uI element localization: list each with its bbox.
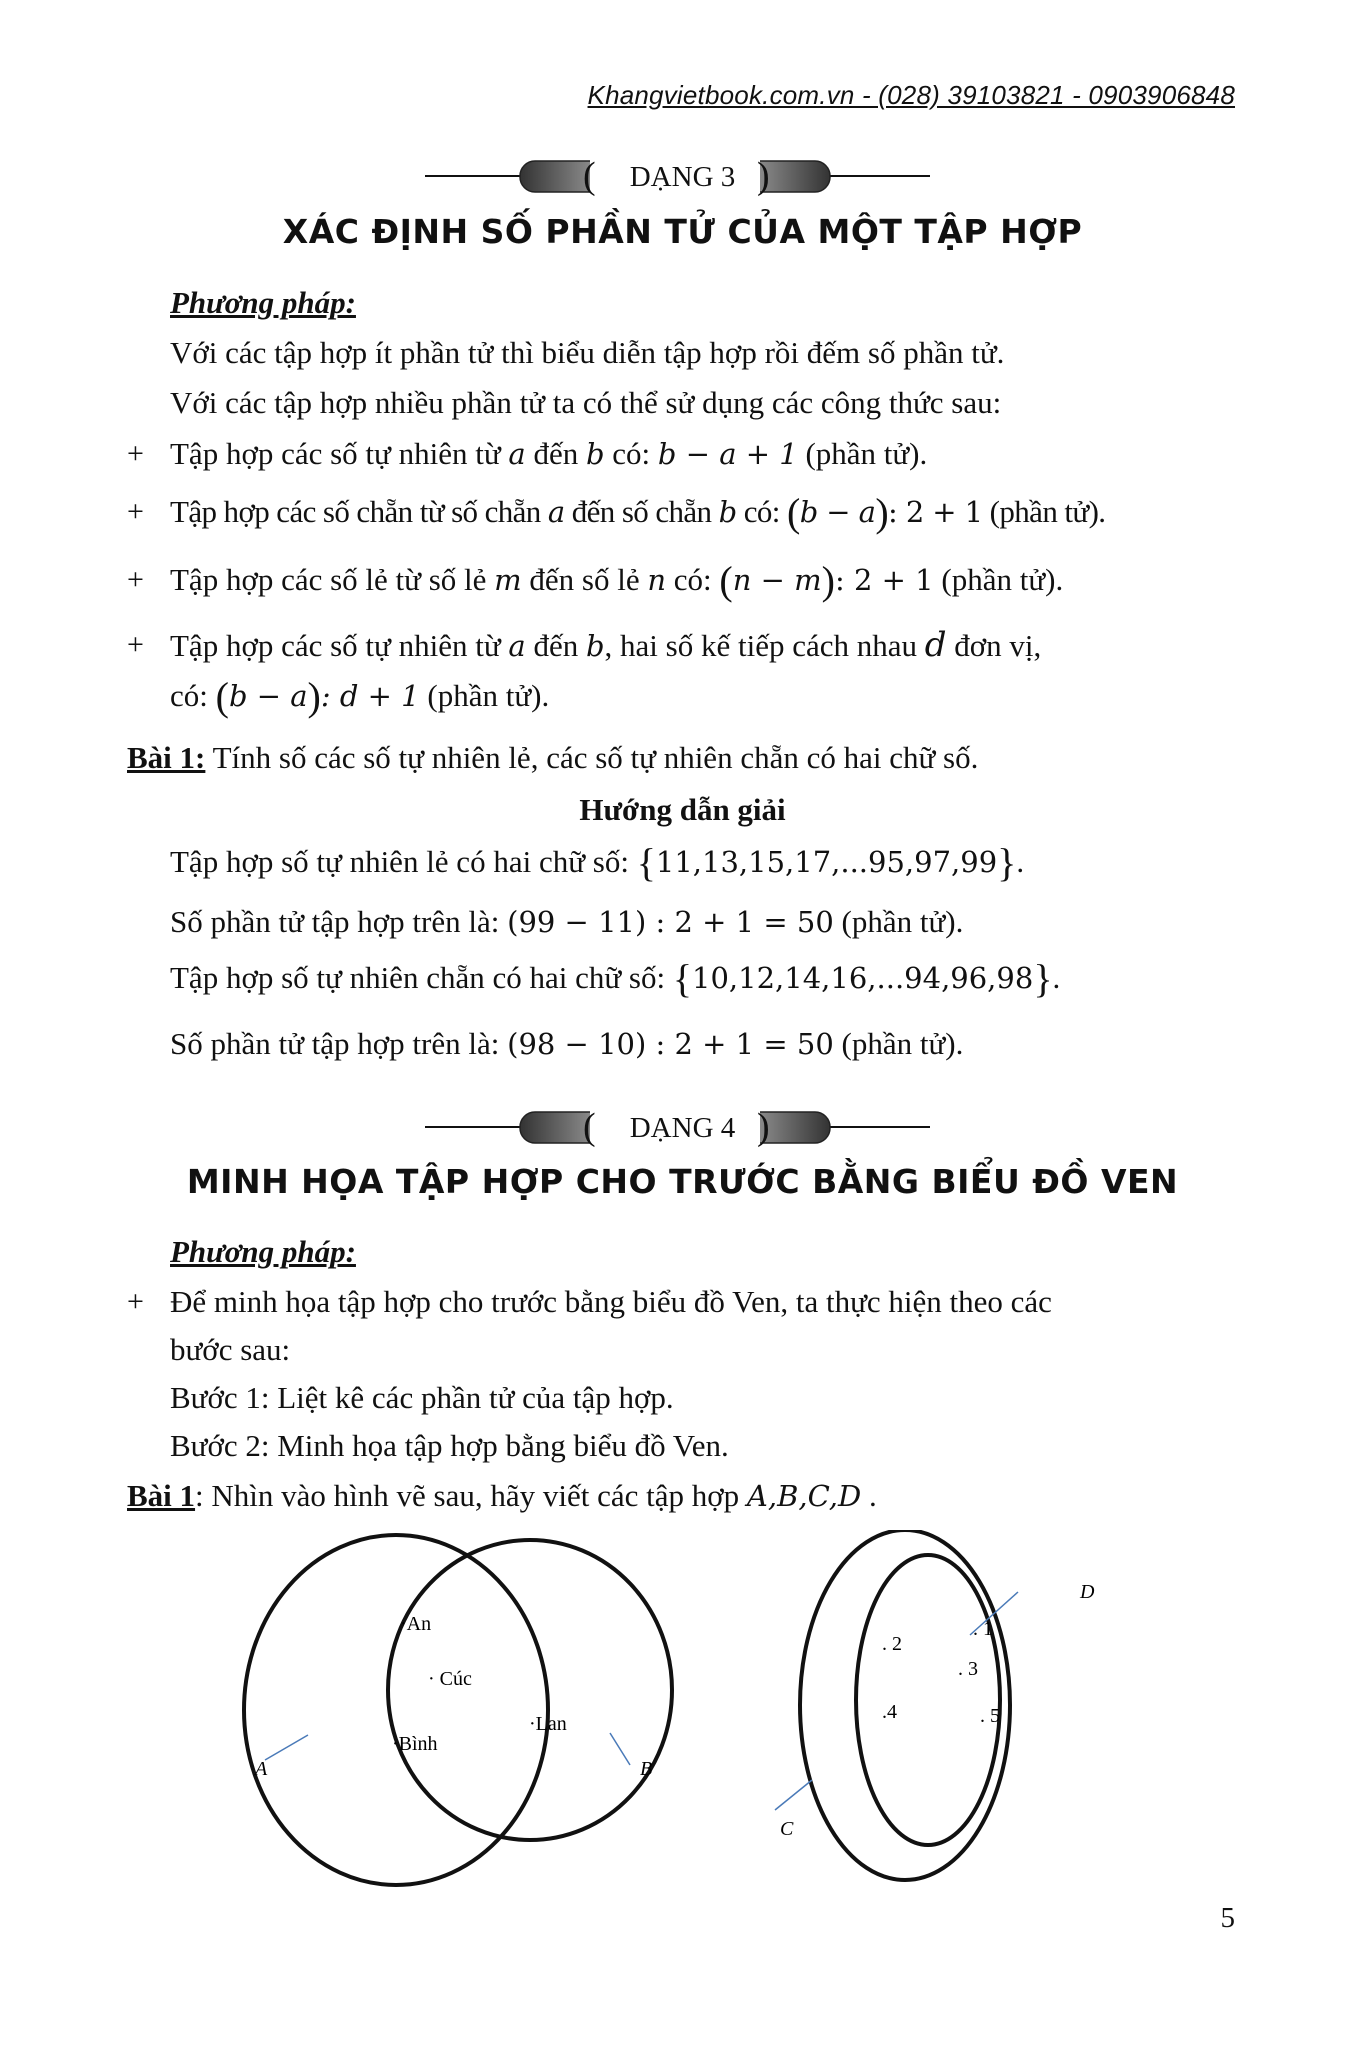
venn-element: . 1 (973, 1618, 993, 1640)
method-line-2: bước sau: (170, 1332, 291, 1367)
paragraph-1: Với các tập hợp ít phần tử thì biểu diễn tập hợp rồi đếm số phần tử. (170, 335, 1005, 370)
formula-line-4b: có: (b − a): d + 1 (phần tử). (170, 674, 550, 719)
svg-text:(: ( (583, 157, 596, 197)
bullet-plus: + (127, 628, 144, 661)
svg-text:): ) (757, 157, 770, 197)
venn-label: B (640, 1758, 653, 1780)
svg-text:(: ( (583, 1108, 596, 1148)
solution-line-3: Tập hợp số tự nhiên chẵn có hai chữ số: {10,12,14,16,...94,96,98}. (170, 956, 1061, 1001)
exercise-1-venn: Bài 1: Nhìn vào hình vẽ sau, hãy viết các tập hợp A,B,C,D . (127, 1478, 877, 1513)
venn-label: C (780, 1818, 794, 1840)
bullet-plus: + (127, 437, 144, 470)
exercise-1: Bài 1: Tính số các số tự nhiên lẻ, các số tự nhiên chẵn có hai chữ số. (127, 740, 979, 775)
formula-line-1: Tập hợp các số tự nhiên từ a đến b có: b − a + 1 (phần tử). (170, 436, 928, 471)
section-label-4: DẠNG 4 (629, 1112, 736, 1144)
venn-element: .4 (882, 1701, 897, 1723)
step-2: Bước 2: Minh họa tập hợp bằng biểu đồ Ven. (170, 1428, 729, 1463)
venn-element: . 5 (980, 1705, 1000, 1727)
method-heading-3: Phương pháp: (170, 285, 356, 320)
set-d-ellipse (856, 1555, 1000, 1845)
venn-diagram-2 (770, 1530, 1110, 1890)
method-heading-4: Phương pháp: (170, 1234, 356, 1269)
venn-element: ·An (400, 1613, 432, 1635)
venn-label: A (255, 1758, 268, 1780)
method-line-1: Để minh họa tập hợp cho trước bằng biểu đồ Ven, ta thực hiện theo các (170, 1284, 1052, 1319)
paragraph-2: Với các tập hợp nhiều phần tử ta có thể sử dụng các công thức sau: (170, 385, 1002, 420)
venn-element: . 3 (958, 1658, 978, 1680)
section-title-4: MINH HỌA TẬP HỢP CHO TRƯỚC BẰNG BIỂU ĐỒ VEN (186, 1162, 1179, 1201)
venn-element: · Cúc (428, 1668, 472, 1690)
bullet-plus: + (127, 563, 144, 596)
venn-element: ·Lan (529, 1713, 567, 1735)
solution-line-1: Tập hợp số tự nhiên lẻ có hai chữ số: {11,13,15,17,...95,97,99}. (170, 840, 1025, 885)
venn-element: . 2 (882, 1633, 902, 1655)
step-1: Bước 1: Liệt kê các phần tử của tập hợp. (170, 1380, 674, 1415)
section-title-3: XÁC ĐỊNH SỐ PHẦN TỬ CỦA MỘT TẬP HỢP (282, 212, 1083, 251)
formula-line-3: Tập hợp các số lẻ từ số lẻ m đến số lẻ n có: (n − m): 2 + 1 (phần tử). (170, 558, 1064, 603)
page-header: Khangvietbook.com.vn - (028) 39103821 - 0903906848 (587, 80, 1235, 110)
solution-line-4: Số phần tử tập hợp trên là: (98 − 10) : 2 + 1 = 50 (phần tử). (170, 1026, 964, 1061)
set-a-ellipse (244, 1535, 548, 1885)
set-c-ellipse (800, 1530, 1010, 1880)
bullet-plus: + (127, 1285, 144, 1318)
page-number: 5 (1220, 1902, 1235, 1934)
formula-line-2: Tập hợp các số chẵn từ số chẵn a đến số chẵn b có: (b − a): 2 + 1 (phần tử). (170, 490, 1106, 535)
solution-line-2: Số phần tử tập hợp trên là: (99 − 11) : 2 + 1 = 50 (phần tử). (170, 904, 964, 939)
svg-text:): ) (757, 1108, 770, 1148)
solution-heading: Hướng dẫn giải (579, 792, 786, 827)
formula-line-4: Tập hợp các số tự nhiên từ a đến b, hai số kế tiếp cách nhau d đơn vị, (170, 625, 1042, 665)
venn-element: ·Bình (392, 1733, 438, 1755)
venn-label: D (1080, 1581, 1095, 1603)
bullet-plus: + (127, 495, 144, 528)
venn-diagram-1 (230, 1530, 700, 1890)
section-label-3: DẠNG 3 (629, 161, 736, 193)
